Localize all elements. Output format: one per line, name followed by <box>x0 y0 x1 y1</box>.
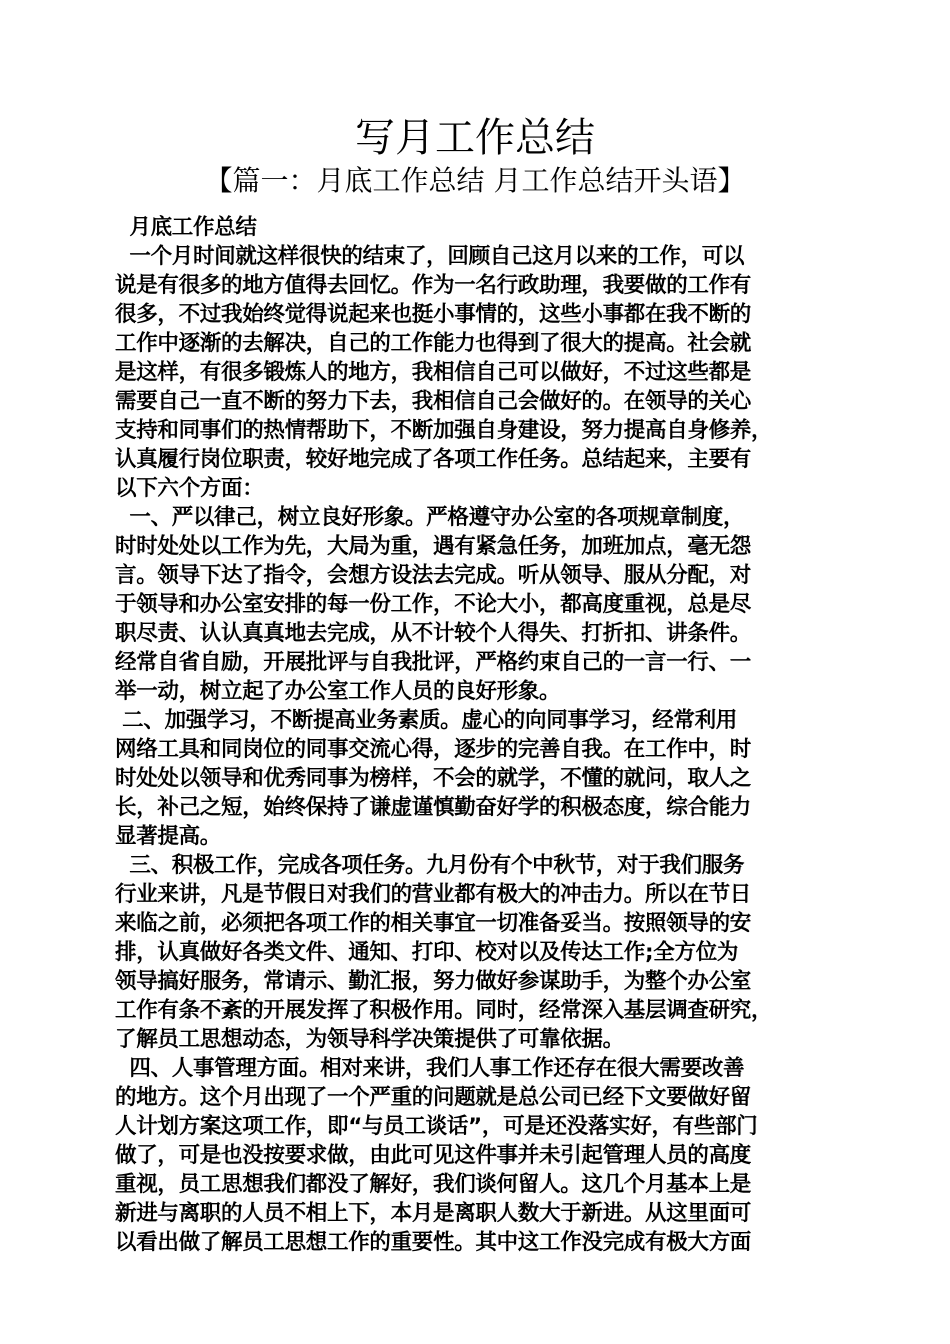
body-line: 二、加强学习，不断提高业务素质。虚心的向同事学习，经常利用 <box>115 708 737 733</box>
body-line: 重视，员工思想我们都没了解好，我们谈何留人。这几个月基本上是 <box>115 1172 752 1197</box>
body-line: 来临之前，必须把各项工作的相关事宜一切准备妥当。按照领导的安 <box>115 911 752 936</box>
document-subtitle: 【篇一：月底工作总结 月工作总结开头语】 <box>204 164 746 197</box>
body-line: 说是有很多的地方值得去回忆。作为一名行政助理，我要做的工作有 <box>115 273 752 298</box>
body-line: 人计划方案这项工作，即“与员工谈话”，可是还没落实好，有些部门 <box>115 1114 758 1139</box>
body-line: 领导搞好服务，常请示、勤汇报，努力做好参谋助手，为整个办公室 <box>115 969 752 994</box>
body-line: 长，补己之短，始终保持了谦虚谨慎勤奋好学的积极态度，综合能力 <box>115 795 752 820</box>
body-line: 新进与离职的人员不相上下，本月是离职人数大于新进。从这里面可 <box>115 1201 752 1226</box>
body-line: 工作有条不紊的开展发挥了积极作用。同时，经常深入基层调查研究， <box>115 998 773 1023</box>
body-line: 以下六个方面： <box>115 476 264 501</box>
body-line: 排，认真做好各类文件、通知、打印、校对以及传达工作;全方位为 <box>115 940 739 965</box>
body-line: 需要自己一直不断的努力下去，我相信自己会做好的。在领导的关心 <box>115 389 752 414</box>
body-line: 很多，不过我始终觉得说起来也挺小事情的，这些小事都在我不断的 <box>115 302 752 327</box>
body-line: 言。领导下达了指令，会想方设法去完成。听从领导、服从分配，对 <box>115 563 752 588</box>
body-line: 做了，可是也没按要求做，由此可见这件事并未引起管理人员的高度 <box>115 1143 752 1168</box>
body-line: 支持和同事们的热情帮助下，不断加强自身建设，努力提高自身修养， <box>115 418 773 443</box>
body-line: 时时处处以工作为先，大局为重，遇有紧急任务，加班加点，毫无怨 <box>115 534 752 559</box>
document-title: 写月工作总结 <box>355 115 595 161</box>
body-line: 认真履行岗位职责，较好地完成了各项工作任务。总结起来，主要有 <box>115 447 752 472</box>
body-line: 职尽责、认认真真地去完成，从不计较个人得失、打折扣、讲条件。 <box>115 621 752 646</box>
body-line: 行业来讲，凡是节假日对我们的营业都有极大的冲击力。所以在节日 <box>115 882 752 907</box>
body-line: 是这样，有很多锻炼人的地方，我相信自己可以做好，不过这些都是 <box>115 360 752 385</box>
body-line: 工作中逐渐的去解决，自己的工作能力也得到了很大的提高。社会就 <box>115 331 752 356</box>
body-line: 网络工具和同岗位的同事交流心得，逐步的完善自我。在工作中，时 <box>115 737 752 762</box>
body-line: 举一动，树立起了办公室工作人员的良好形象。 <box>115 679 561 704</box>
body-line: 时处处以领导和优秀同事为榜样，不会的就学，不懂的就问，取人之 <box>115 766 752 791</box>
document-body <box>115 213 845 1257</box>
body-line: 显著提高。 <box>115 824 222 849</box>
body-line: 以看出做了解员工思想工作的重要性。其中这工作没完成有极大方面 <box>115 1230 752 1255</box>
body-line: 了解员工思想动态，为领导科学决策提供了可靠依据。 <box>115 1027 624 1052</box>
body-line: 经常自省自励，开展批评与自我批评，严格约束自己的一言一行、一 <box>115 650 752 675</box>
body-line: 一个月时间就这样很快的结束了，回顾自己这月以来的工作，可以 <box>115 244 745 269</box>
body-line: 四、人事管理方面。相对来讲，我们人事工作还存在很大需要改善 <box>115 1056 745 1081</box>
body-line: 于领导和办公室安排的每一份工作，不论大小，都高度重视，总是尽 <box>115 592 752 617</box>
body-line: 月底工作总结 <box>115 215 257 240</box>
body-line: 的地方。这个月出现了一个严重的问题就是总公司已经下文要做好留 <box>115 1085 752 1110</box>
body-line: 三、积极工作，完成各项任务。九月份有个中秋节，对于我们服务 <box>115 853 745 878</box>
body-line: 一、严以律己，树立良好形象。严格遵守办公室的各项规章制度， <box>115 505 745 530</box>
